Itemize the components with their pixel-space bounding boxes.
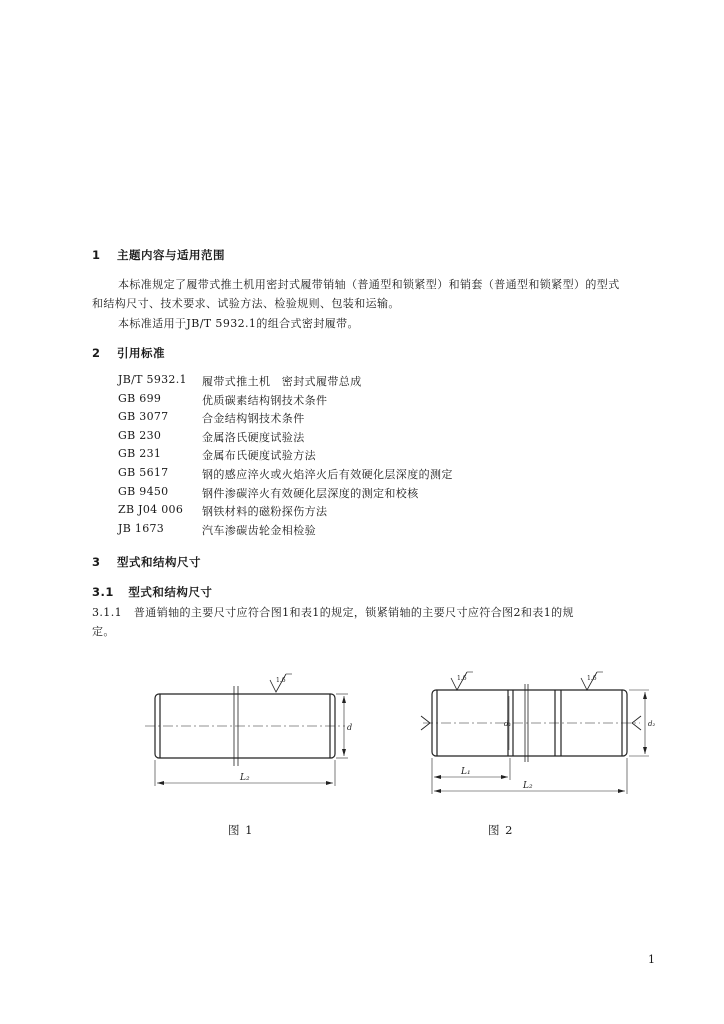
reference-title: 汽车渗碳齿轮金相检验 [202,523,316,537]
figure-2-caption: 图 2 [488,823,514,837]
reference-row [118,429,538,448]
section-1-heading [92,247,225,263]
reference-title: 金属布氏硬度试验方法 [202,449,316,463]
reference-code: JB/T 5932.1 [118,373,187,386]
subsection-title: 型式和结构尺寸 [128,585,213,599]
roughness-label: 1.6 [457,675,467,682]
reference-row [118,373,538,392]
section-title: 型式和结构尺寸 [117,555,202,569]
figure-2-drawing [415,670,665,805]
reference-code: GB 9450 [118,484,169,498]
reference-row [118,485,538,504]
clause-line [92,604,574,620]
reference-row [118,466,538,485]
reference-title: 钢件渗碳淬火有效硬化层深度的测定和校核 [202,486,419,500]
reference-title: 优质碳素结构钢技术条件 [202,393,328,407]
reference-code: GB 699 [118,391,162,405]
dim-label-d1: d₁ [504,720,512,728]
section-number: 1 [92,248,101,262]
reference-code: GB 3077 [118,410,169,424]
reference-row [118,503,538,522]
roughness-label: 1.6 [276,677,286,684]
subsection-number: 3.1 [92,585,114,599]
reference-title: 合金结构钢技术条件 [202,412,305,426]
reference-row [118,522,538,541]
reference-code: GB 5617 [118,465,169,479]
reference-title: 钢铁材料的磁粉探伤方法 [202,505,328,519]
section-3-heading [92,554,201,570]
dim-label-l1: L₁ [461,767,471,777]
reference-title: 金属洛氏硬度试验法 [202,430,305,444]
section-number: 3 [92,555,101,569]
reference-code: GB 231 [118,447,162,461]
clause-line: 定。 [92,625,115,638]
paragraph-line: 本标准规定了履带式推土机用密封式履带销轴（普通型和锁紧型）和销套（普通型和锁紧型）的型式 [118,278,620,291]
roughness-label: 1.6 [587,675,597,682]
section-title: 引用标准 [117,346,166,360]
dim-label-d2: d₂ [648,720,656,728]
reference-row [118,410,538,429]
figure-1-caption: 图 1 [228,823,254,837]
dim-label-l2: L₂ [523,781,533,791]
page-number: 1 [648,953,656,966]
clause-number: 3.1.1 [92,606,122,619]
reference-title: 履带式推土机 密封式履带总成 [202,375,362,388]
reference-code: JB 1673 [118,521,165,535]
reference-code: GB 230 [118,428,162,442]
dim-label-length: L₂ [240,773,250,783]
subsection-heading [92,584,212,600]
reference-row [118,447,538,466]
reference-list [118,373,538,540]
section-2-heading [92,345,165,361]
paragraph-line: 本标准适用于JB/T 5932.1的组合式密封履带。 [118,317,359,330]
paragraph-line: 和结构尺寸、技术要求、试验方法、检验规则、包装和运输。 [92,297,400,310]
section-title: 主题内容与适用范围 [117,248,226,262]
reference-row [118,392,538,411]
dim-label-diameter: d [347,723,353,732]
reference-code: ZB J04 006 [118,503,184,517]
section-number: 2 [92,346,101,360]
figure-1-drawing [140,670,360,800]
clause-text: 普通销轴的主要尺寸应符合图1和表1的规定，锁紧销轴的主要尺寸应符合图2和表1的规 [133,606,574,619]
reference-title: 钢的感应淬火或火焰淬火后有效硬化层深度的测定 [202,467,453,481]
